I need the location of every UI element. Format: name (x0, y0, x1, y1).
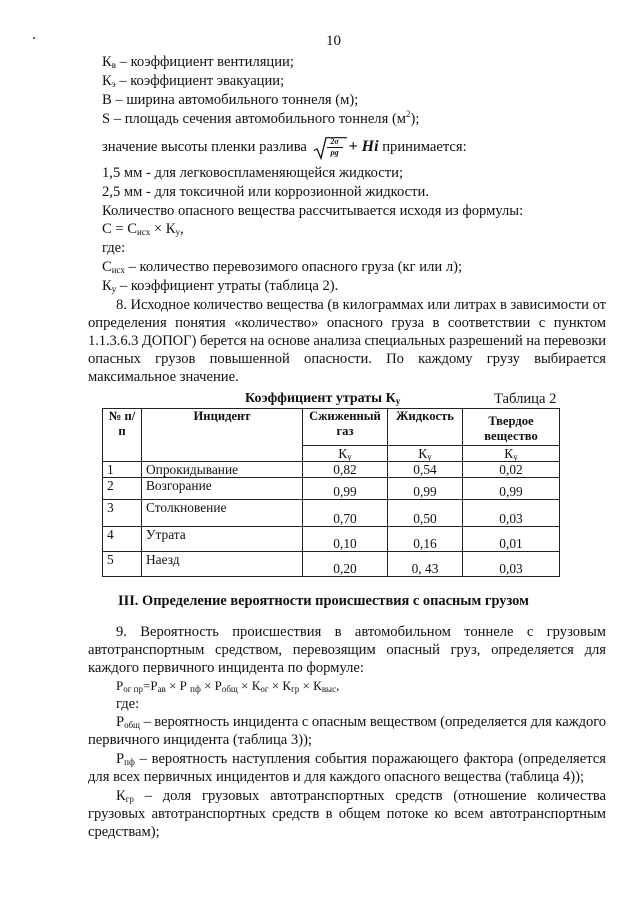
cell: 0,01 (463, 527, 560, 552)
cell: Наезд (142, 552, 303, 577)
definition-ppf-cont: для всех первичных инцидентов и для каждого опасного вещества (таблица 4)); (88, 769, 584, 785)
cell: Опрокидывание (142, 462, 303, 478)
cell: 5 (103, 552, 142, 577)
table-row (103, 462, 560, 478)
definition-pobsh-cont: первичного инцидента (таблица 3)); (88, 732, 312, 748)
page-number: 10 (326, 33, 341, 49)
scan-speck (33, 37, 35, 39)
table-row (103, 478, 560, 500)
definition-s: S – площадь сечения автомобильного тоннеля $(м^2)$; (102, 109, 420, 127)
where-label-2: где: (116, 696, 140, 712)
header-solid: Твердое вещество (463, 409, 560, 446)
cell: 0,20 (303, 552, 388, 577)
sqrt-fraction: $\frac{2\sigma}{\rho g}$ (313, 136, 347, 160)
header-incident: Инцидент (142, 409, 303, 462)
header-liquid: Жидкость (388, 409, 463, 446)
cell: 0,03 (463, 500, 560, 527)
definition-kgr-cont: грузовых автотранспортных средств в общем потоке ко всем автотранспортным (88, 806, 606, 822)
subheader-ky: $К_у$ (303, 446, 388, 462)
cell: Столкновение (142, 500, 303, 527)
para8-line: максимальное значение. (88, 369, 239, 385)
where-label: где: (102, 240, 126, 256)
cell: Возгорание (142, 478, 303, 500)
cell: 0,99 (303, 478, 388, 500)
definition-b: В – ширина автомобильного тоннеля (м); (102, 92, 359, 108)
header-number: № п/п (103, 409, 142, 462)
table-row (103, 552, 560, 577)
cell: 0,99 (463, 478, 560, 500)
cell: 1 (103, 462, 142, 478)
film-value-2: 2,5 мм - для токсичной или коррозионной жидкости. (102, 184, 429, 200)
definition-pobsh: $Р_{общ}$ – вероятность инцидента с опасным веществом (определяется для каждого (116, 714, 607, 730)
definition-ky: $К_у$ – коэффициент утраты (таблица 2). (102, 278, 339, 294)
subheader-ky: $К_у$ (463, 446, 560, 462)
cell: 0, 43 (388, 552, 463, 577)
film-value-1: 1,5 мм - для легковоспламеняющейся жидкости; (102, 165, 404, 181)
para9-line: автотранспортным средством, перевозящим опасный груз, определяется для (88, 642, 606, 658)
cell: 0,54 (388, 462, 463, 478)
probability-formula: $Р_{ог пр}=Р_{ав} \times Р$ $_{пф} \times Р_{общ} \times К_{ог} \times К_{гр} \times К_{выс}$, (116, 678, 340, 694)
quantity-intro: Количество опасного вещества рассчитывается исходя из формулы: (102, 203, 524, 219)
para8-line: 1.1.3.6.3 ДОПОГ) берется на основе анализа специальных разрешений на перевозки (88, 333, 606, 349)
table-row (103, 500, 560, 527)
table-title: Коэффициент утраты $К_у$ (245, 391, 401, 406)
cell: 0,10 (303, 527, 388, 552)
definition-cisx: $С_{исх}$ – количество перевозимого опасного груза (кг или л); (102, 259, 463, 275)
subheader-ky: $К_у$ (388, 446, 463, 462)
loss-coefficient-table (102, 408, 560, 577)
table-label: Таблица 2 (494, 391, 557, 407)
cell: 0,50 (388, 500, 463, 527)
quantity-formula: $С = С_{исх} \times К_у$, (102, 221, 184, 237)
cell: 3 (103, 500, 142, 527)
definition-kgr: $К_{гр}$ – доля грузовых автотранспортных средств (отношение количества (116, 788, 606, 804)
film-height-formula: значение высоты пленки разлива $\frac{2\sigma}{\rho g}$ + Hi принимается: (102, 134, 467, 160)
cell: 2 (103, 478, 142, 500)
definition-kv: $К_в$ – коэффициент вентиляции; (102, 54, 294, 70)
para9-line: каждого первичного инцидента по формуле: (88, 660, 364, 676)
cell: 0,16 (388, 527, 463, 552)
cell: 4 (103, 527, 142, 552)
table-row (103, 527, 560, 552)
definition-kgr-cont: средствам); (88, 824, 160, 840)
cell: 0,70 (303, 500, 388, 527)
para8-line: опасных грузов повышенной опасности. По каждому грузу выбирается (88, 351, 606, 367)
cell: 0,82 (303, 462, 388, 478)
para9-line: 9. Вероятность происшествия в автомобильном тоннеле с грузовым (116, 624, 606, 640)
cell: 0,03 (463, 552, 560, 577)
para8-line: 8. Исходное количество вещества (в килограммах или литрах в зависимости от (116, 297, 606, 313)
cell: 0,02 (463, 462, 560, 478)
definition-ppf: $Р_{пф}$ – вероятность наступления события поражающего фактора (определяется (116, 751, 606, 767)
cell: 0,99 (388, 478, 463, 500)
header-liquefied-gas: Сжиженный газ (303, 409, 388, 446)
cell: Утрата (142, 527, 303, 552)
section-title: III. Определение вероятности происшествия с опасным грузом (118, 593, 529, 609)
para8-line: определения понятия «количество» опасного груза в соответствии с пунктом (88, 315, 606, 331)
definition-ke: $К_э$ – коэффициент эвакуации; (102, 73, 285, 89)
